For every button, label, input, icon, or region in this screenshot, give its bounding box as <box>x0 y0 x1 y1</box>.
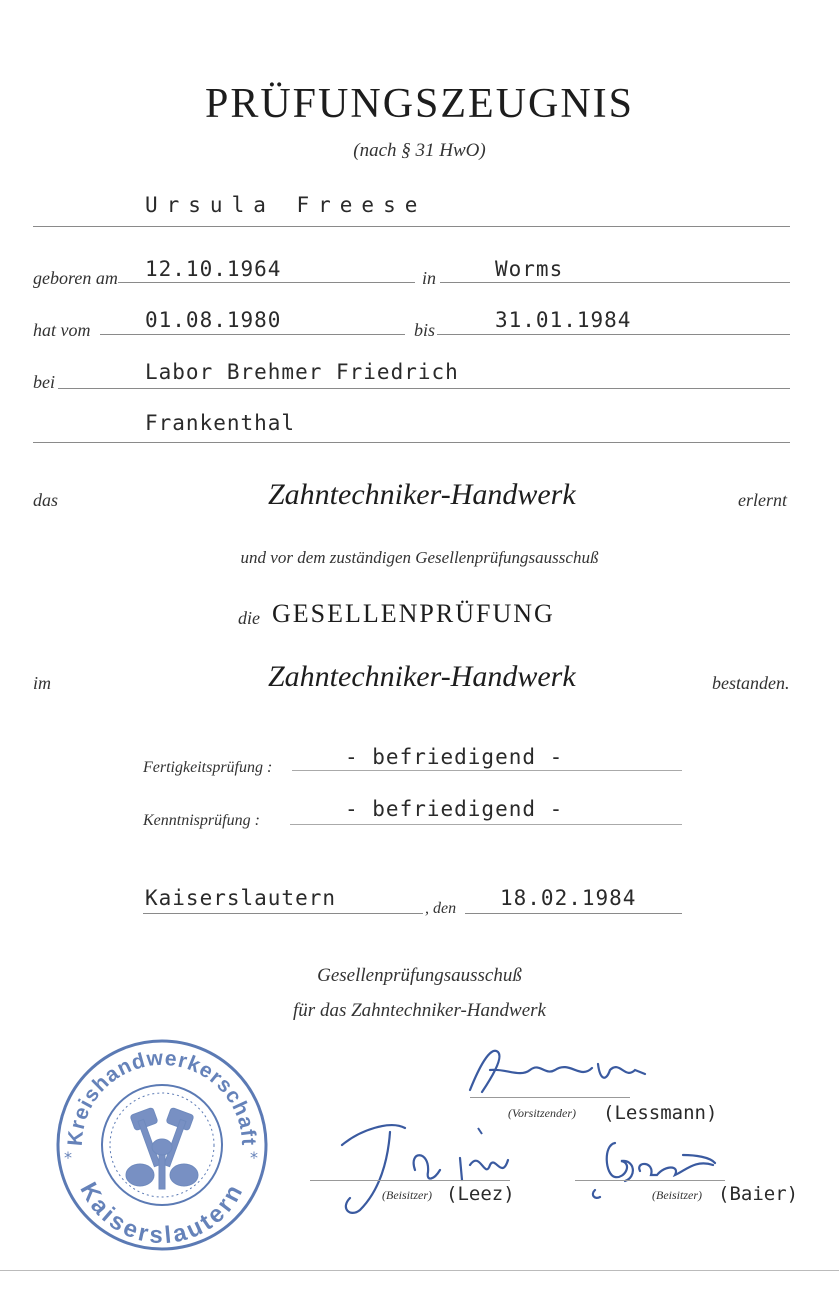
skill-label: Fertigkeitsprüfung : <box>143 759 273 776</box>
document-subtitle: (nach § 31 HwO) <box>353 140 486 161</box>
exam-prefix: die <box>238 608 260 628</box>
trade-name-2: Zahntechniker-Handwerk <box>268 660 576 693</box>
official-stamp-seal <box>52 1035 272 1255</box>
learned-label: erlernt <box>738 490 787 510</box>
person-name: Ursula Freese <box>145 193 427 217</box>
assessor2-name: (Baier) <box>718 1183 799 1205</box>
knowledge-line <box>290 824 682 825</box>
to-date: 31.01.1984 <box>495 308 632 332</box>
issue-place: Kaiserslautern <box>145 886 337 910</box>
issue-place-line <box>143 913 423 914</box>
svg-text:Kaiserslautern: Kaiserslautern <box>74 1178 250 1250</box>
name-line <box>33 226 790 227</box>
employer-line2: Frankenthal <box>145 411 296 435</box>
assessor2-sign-line <box>575 1180 725 1181</box>
den-label: , den <box>425 900 457 917</box>
assessor1-role: (Beisitzer) <box>382 1188 432 1202</box>
page-bottom-edge <box>0 1270 839 1271</box>
employer-line1-rule <box>58 388 790 389</box>
chair-name: (Lessmann) <box>603 1102 718 1124</box>
skill-value: - befriedigend - <box>345 745 564 769</box>
employer-line2-rule <box>33 442 790 443</box>
from-date: 01.08.1980 <box>145 308 282 332</box>
passed-label: bestanden. <box>712 673 790 693</box>
knowledge-value: - befriedigend - <box>345 797 564 821</box>
trade-name: Zahntechniker-Handwerk <box>268 478 576 511</box>
svg-text:*: * <box>64 1148 72 1167</box>
issue-date-line <box>465 913 682 914</box>
birth-label: geboren am <box>33 268 118 288</box>
das-label: das <box>33 490 59 510</box>
birth-place-line <box>440 282 790 283</box>
exam-name: GESELLENPRÜFUNG <box>272 599 555 628</box>
to-date-line <box>437 334 790 335</box>
assessor1-sign-line <box>310 1180 510 1181</box>
from-date-line <box>100 334 405 335</box>
from-label: hat vom <box>33 320 91 340</box>
at-label: bei <box>33 372 55 392</box>
birth-date-line <box>118 282 415 283</box>
skill-line <box>292 770 682 771</box>
chair-role: (Vorsitzender) <box>508 1106 576 1120</box>
issue-date: 18.02.1984 <box>500 886 637 910</box>
to-label: bis <box>414 320 436 340</box>
birth-date: 12.10.1964 <box>145 257 282 281</box>
committee-sentence: und vor dem zuständigen Gesellenprüfungsausschuß <box>240 548 599 567</box>
birth-place: Worms <box>495 257 564 281</box>
assessor2-role: (Beisitzer) <box>652 1188 702 1202</box>
chair-signature-mark <box>460 1040 660 1100</box>
employer-line1: Labor Brehmer Friedrich <box>145 360 459 384</box>
knowledge-label: Kenntnisprüfung : <box>143 812 260 829</box>
committee-line2: für das Zahntechniker-Handwerk <box>293 1000 546 1021</box>
committee-line1: Gesellenprüfungsausschuß <box>317 965 522 986</box>
chair-sign-line <box>470 1097 630 1098</box>
im-label: im <box>33 673 51 693</box>
assessor1-name: (Leez) <box>446 1183 515 1205</box>
document-title: PRÜFUNGSZEUGNIS <box>204 81 635 127</box>
in-label: in <box>422 268 437 288</box>
svg-text:*: * <box>250 1148 258 1167</box>
svg-text:Kreishandwerkerschaft: Kreishandwerkerschaft <box>63 1046 261 1147</box>
